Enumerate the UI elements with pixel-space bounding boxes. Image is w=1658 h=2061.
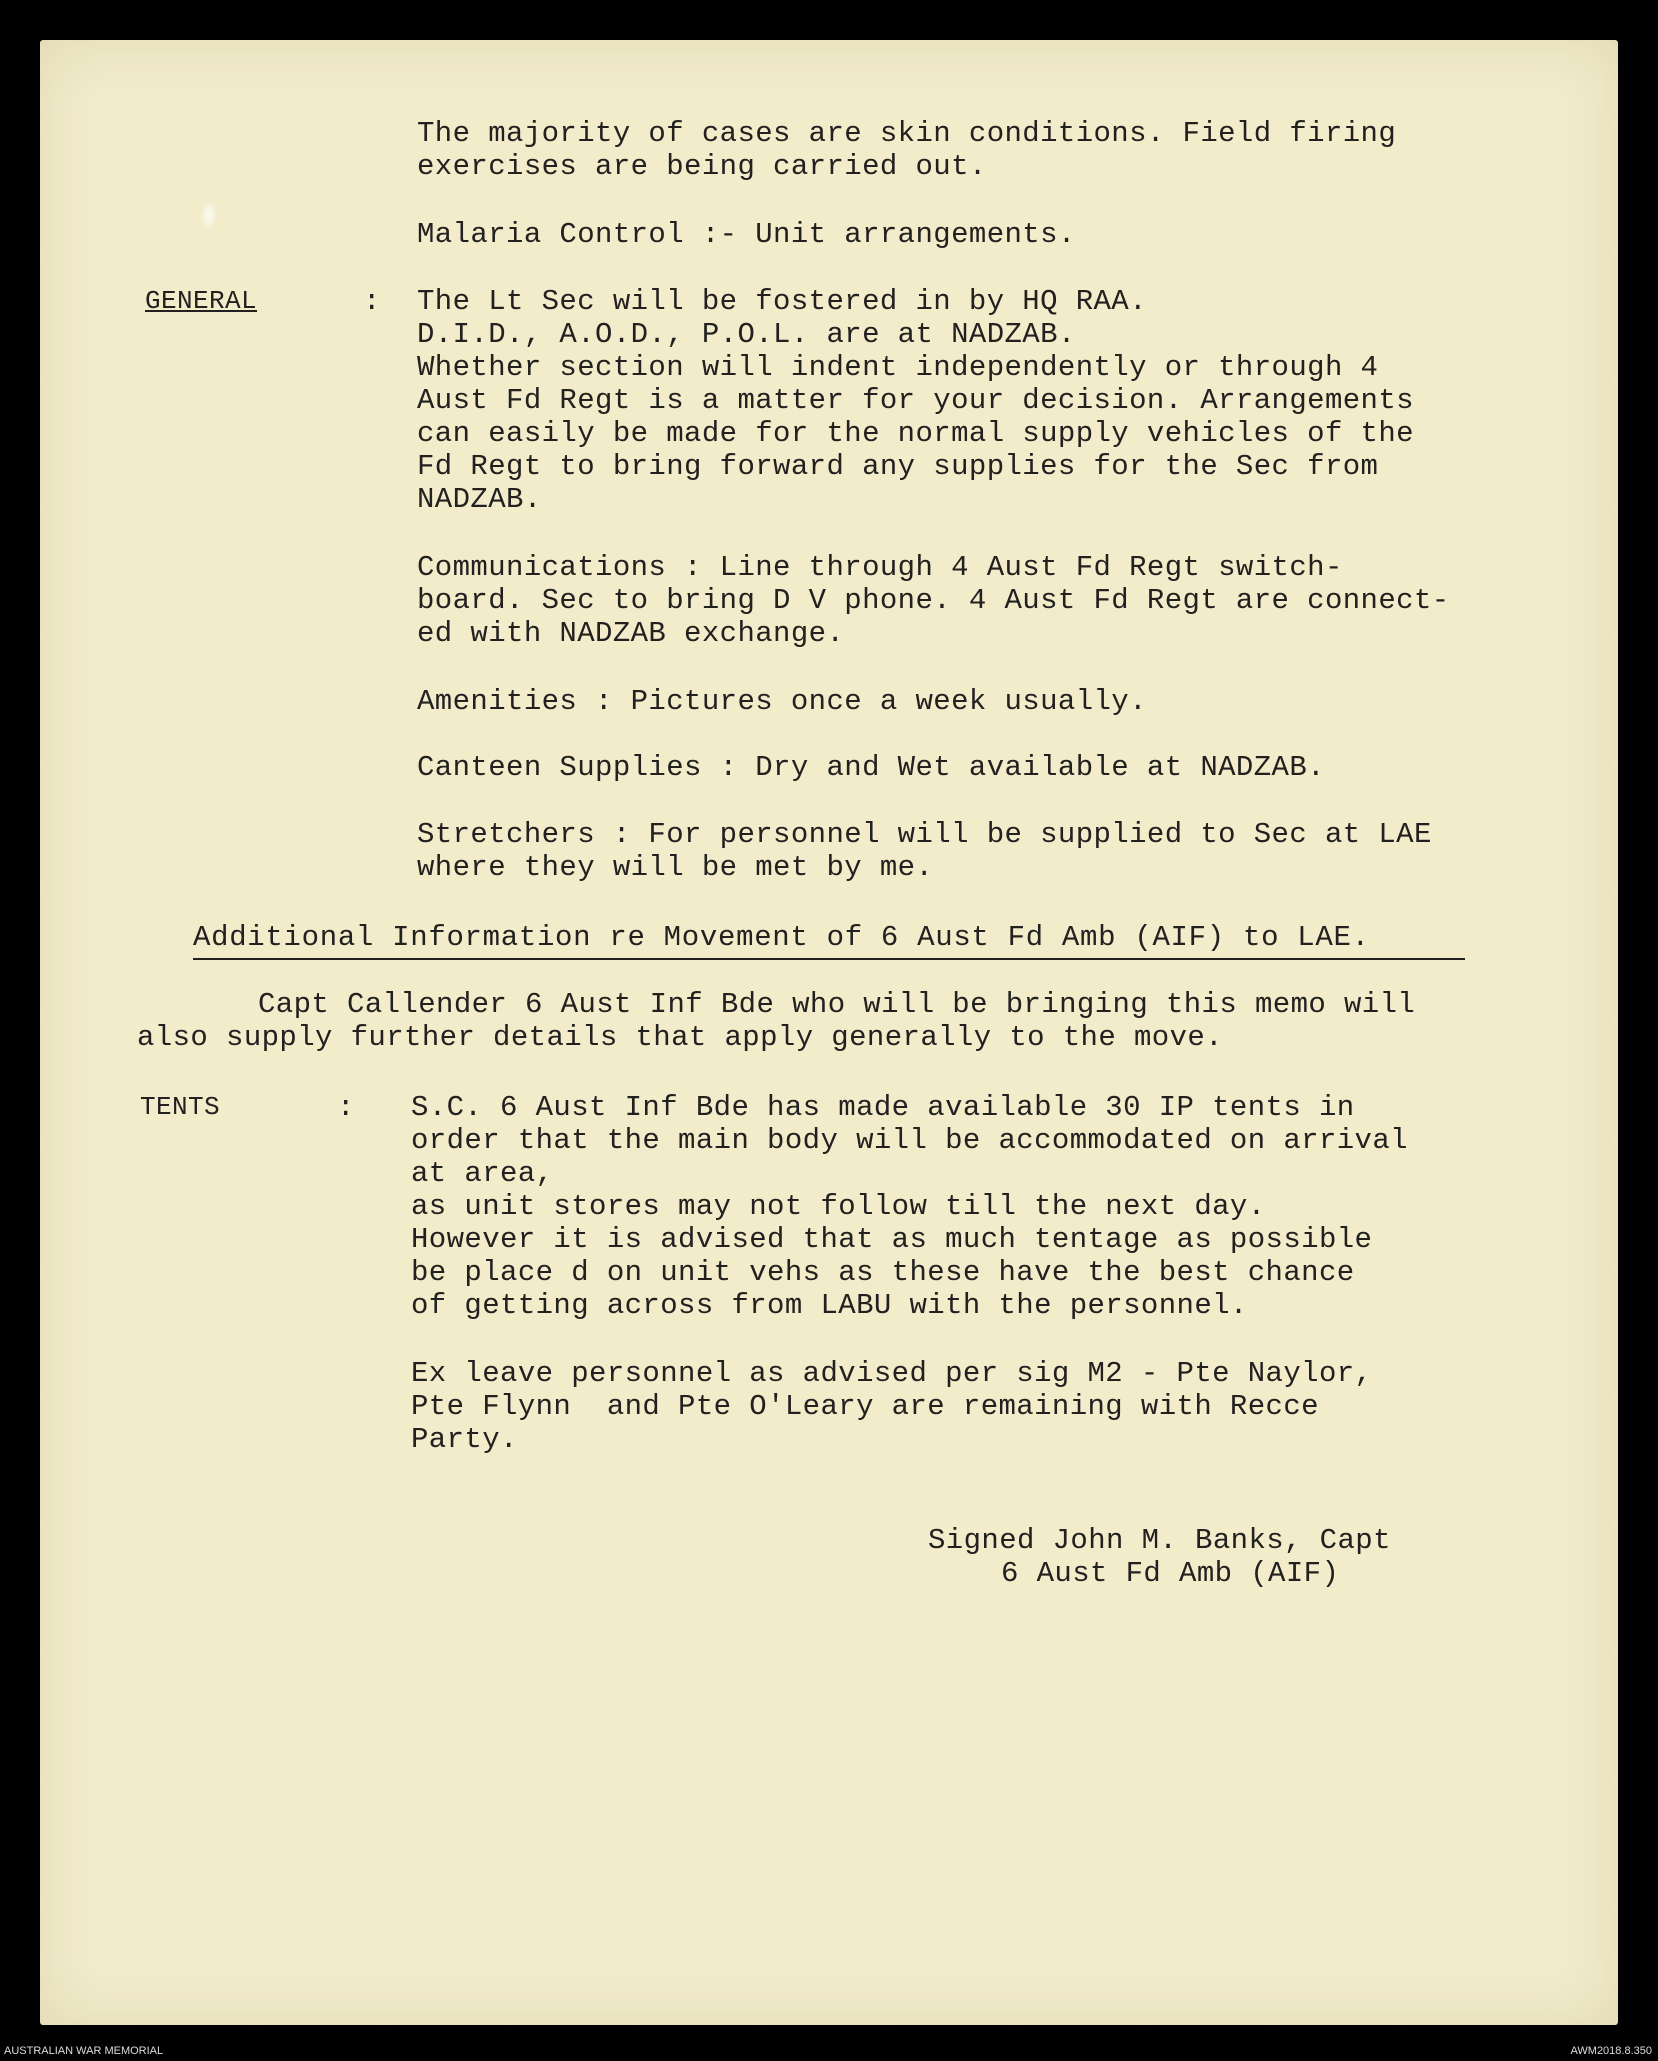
text-line: D.I.D., A.O.D., P.O.L. are at NADZAB. bbox=[417, 318, 1076, 351]
text-line: S.C. 6 Aust Inf Bde has made available 30 IP tents in bbox=[411, 1091, 1355, 1124]
text-line: exercises are being carried out. bbox=[417, 150, 987, 183]
text-line: where they will be met by me. bbox=[417, 851, 934, 884]
section-label-general: GENERAL bbox=[145, 286, 258, 316]
text-line: Communications : Line through 4 Aust Fd Regt switch- bbox=[417, 551, 1343, 584]
section-label-tents: TENTS bbox=[140, 1092, 221, 1122]
section-colon: : bbox=[337, 1091, 355, 1124]
text-line: of getting across from LABU with the personnel. bbox=[411, 1289, 1248, 1322]
text-line: ed with NADZAB exchange. bbox=[417, 617, 845, 650]
section-heading: Additional Information re Movement of 6 Aust Fd Amb (AIF) to LAE. bbox=[193, 921, 1370, 954]
text-line: as unit stores may not follow till the next day. bbox=[411, 1190, 1266, 1223]
text-line: NADZAB. bbox=[417, 483, 542, 516]
text-line: Ex leave personnel as advised per sig M2 - Pte Naylor, bbox=[411, 1357, 1373, 1390]
signature-line: Signed John M. Banks, Capt bbox=[928, 1524, 1391, 1557]
text-line: board. Sec to bring D V phone. 4 Aust Fd Regt are connect- bbox=[417, 584, 1450, 617]
text-line: Malaria Control :- Unit arrangements. bbox=[417, 218, 1076, 251]
text-line: Canteen Supplies : Dry and Wet available at NADZAB. bbox=[417, 751, 1325, 784]
signature-unit: 6 Aust Fd Amb (AIF) bbox=[1001, 1557, 1340, 1590]
text-line: Whether section will indent independently or through 4 bbox=[417, 351, 1379, 384]
section-colon: : bbox=[363, 285, 381, 318]
text-line: Fd Regt to bring forward any supplies for the Sec from bbox=[417, 450, 1379, 483]
heading-underline bbox=[193, 958, 1465, 960]
text-line: The Lt Sec will be fostered in by HQ RAA. bbox=[417, 285, 1147, 318]
text-line: Stretchers : For personnel will be supplied to Sec at LAE bbox=[417, 818, 1432, 851]
text-line: Amenities : Pictures once a week usually. bbox=[417, 685, 1147, 718]
archive-reference: AWM2018.8.350 bbox=[1570, 2045, 1652, 2057]
text-line: However it is advised that as much tentage as possible bbox=[411, 1223, 1373, 1256]
text-line: be place d on unit vehs as these have the best chance bbox=[411, 1256, 1355, 1289]
text-line: order that the main body will be accommodated on arrival bbox=[411, 1124, 1408, 1157]
text-line: can easily be made for the normal supply vehicles of the bbox=[417, 417, 1414, 450]
text-line: at area, bbox=[411, 1157, 554, 1190]
archive-credit: AUSTRALIAN WAR MEMORIAL bbox=[4, 2045, 164, 2057]
text-line: Capt Callender 6 Aust Inf Bde who will be bringing this memo will bbox=[258, 988, 1416, 1021]
paper-mark bbox=[200, 200, 218, 230]
text-line: Pte Flynn and Pte O'Leary are remaining with Recce bbox=[411, 1390, 1319, 1423]
text-line: also supply further details that apply generally to the move. bbox=[137, 1021, 1223, 1054]
text-line: Party. bbox=[411, 1423, 518, 1456]
text-line: The majority of cases are skin conditions. Field firing bbox=[417, 117, 1397, 150]
text-line: Aust Fd Regt is a matter for your decision. Arrangements bbox=[417, 384, 1414, 417]
